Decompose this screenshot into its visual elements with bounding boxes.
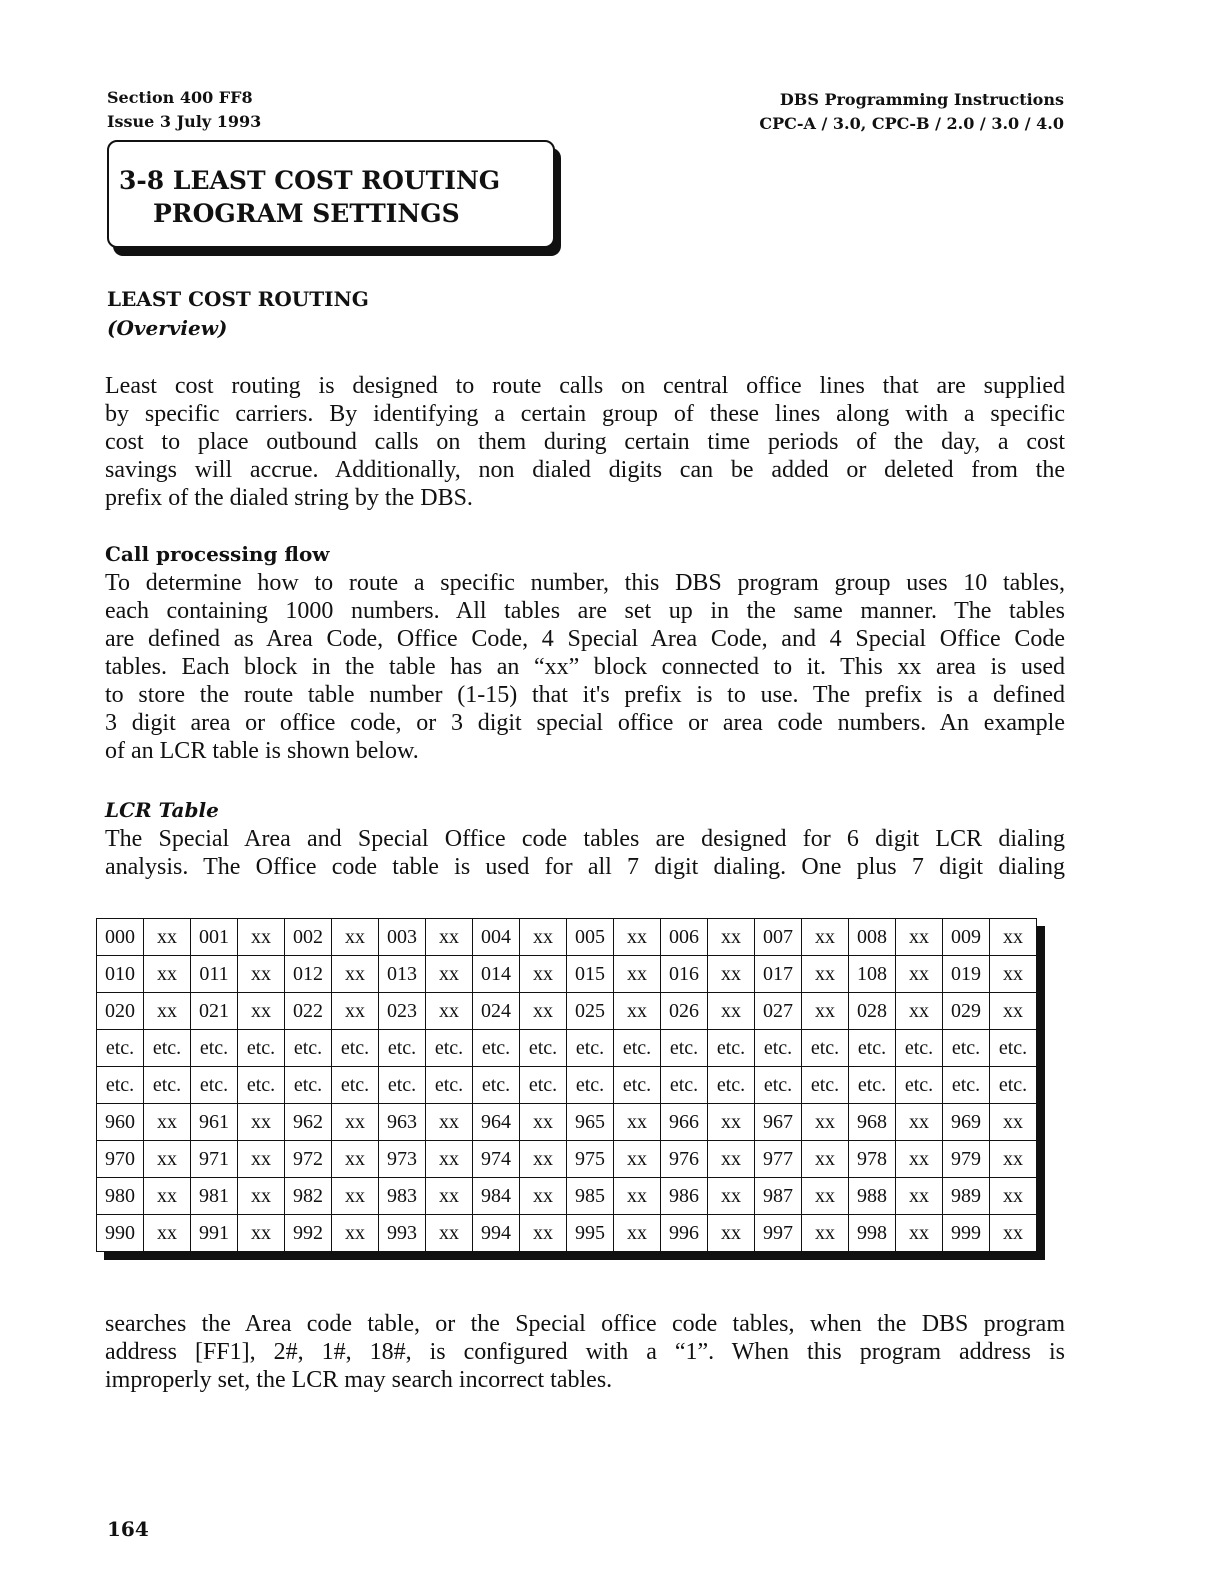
- table-cell: etc.: [802, 1067, 849, 1104]
- text-line: improperly set, the LCR may search incorrect tables.: [105, 1367, 613, 1393]
- section-header: [107, 86, 261, 134]
- table-cell: etc.: [379, 1067, 426, 1104]
- table-cell: 010: [97, 956, 144, 993]
- table-cell: xx: [238, 919, 285, 956]
- table-cell: xx: [426, 993, 473, 1030]
- section-subheading: (Overview): [107, 316, 228, 340]
- table-cell: etc.: [661, 1030, 708, 1067]
- table-cell: etc.: [755, 1030, 802, 1067]
- table-cell: 025: [567, 993, 614, 1030]
- table-cell: 975: [567, 1141, 614, 1178]
- table-cell: xx: [144, 919, 191, 956]
- table-cell: xx: [238, 956, 285, 993]
- table-cell: 994: [473, 1215, 520, 1252]
- table-cell: xx: [614, 1141, 661, 1178]
- text-line: 3 digit area or office code, or 3 digit special office or area code numbers. An example: [105, 710, 1065, 736]
- table-cell: xx: [614, 919, 661, 956]
- table-cell: xx: [520, 1141, 567, 1178]
- table-cell: 991: [191, 1215, 238, 1252]
- table-cell: etc.: [755, 1067, 802, 1104]
- table-cell: 988: [849, 1178, 896, 1215]
- table-cell: 019: [943, 956, 990, 993]
- table-cell: etc.: [379, 1030, 426, 1067]
- doc-title: DBS Programming Instructions: [779, 90, 1064, 109]
- doc-versions: CPC-A / 3.0, CPC-B / 2.0 / 3.0 / 4.0: [759, 114, 1064, 133]
- lcr-table: [96, 918, 1037, 1252]
- table-cell: xx: [614, 956, 661, 993]
- table-cell: xx: [332, 1141, 379, 1178]
- table-cell: xx: [708, 993, 755, 1030]
- doc-header: [759, 88, 1064, 136]
- after-table-paragraph: [105, 1310, 1065, 1394]
- table-cell: xx: [990, 1178, 1037, 1215]
- table-cell: 971: [191, 1141, 238, 1178]
- table-cell: etc.: [896, 1067, 943, 1104]
- table-cell: xx: [802, 1215, 849, 1252]
- table-cell: xx: [332, 956, 379, 993]
- issue-label: Issue 3 July 1993: [107, 112, 262, 131]
- table-cell: 982: [285, 1178, 332, 1215]
- table-cell: 965: [567, 1104, 614, 1141]
- table-cell: 981: [191, 1178, 238, 1215]
- table-cell: etc.: [332, 1030, 379, 1067]
- table-cell: 983: [379, 1178, 426, 1215]
- text-line: of an LCR table is shown below.: [105, 738, 419, 764]
- table-cell: 004: [473, 919, 520, 956]
- lcr-heading: LCR Table: [105, 798, 219, 822]
- table-cell: xx: [238, 1104, 285, 1141]
- table-cell: xx: [144, 1178, 191, 1215]
- table-cell: 029: [943, 993, 990, 1030]
- table-cell: etc.: [191, 1067, 238, 1104]
- page-number: 164: [107, 1517, 149, 1541]
- text-line: by specific carriers. By identifying a certain group of these lines along with a specific: [105, 401, 1065, 427]
- section-heading: LEAST COST ROUTING: [107, 287, 369, 311]
- table-row: [97, 1067, 1037, 1104]
- table-cell: 015: [567, 956, 614, 993]
- table-cell: etc.: [661, 1067, 708, 1104]
- table-cell: xx: [144, 1141, 191, 1178]
- table-cell: 980: [97, 1178, 144, 1215]
- table-cell: 999: [943, 1215, 990, 1252]
- text-line: prefix of the dialed string by the DBS.: [105, 485, 473, 511]
- table-cell: 979: [943, 1141, 990, 1178]
- table-cell: etc.: [567, 1067, 614, 1104]
- table-row: [97, 1030, 1037, 1067]
- table-cell: 027: [755, 993, 802, 1030]
- table-cell: xx: [614, 1215, 661, 1252]
- table-cell: xx: [708, 956, 755, 993]
- table-cell: xx: [238, 1178, 285, 1215]
- table-cell: xx: [896, 1215, 943, 1252]
- table-cell: xx: [802, 1104, 849, 1141]
- table-cell: xx: [520, 1178, 567, 1215]
- table-cell: 995: [567, 1215, 614, 1252]
- table-cell: xx: [332, 1178, 379, 1215]
- table-cell: etc.: [285, 1030, 332, 1067]
- table-cell: xx: [426, 956, 473, 993]
- table-cell: xx: [520, 919, 567, 956]
- overview-paragraph: [105, 372, 1065, 512]
- table-cell: xx: [802, 993, 849, 1030]
- table-cell: 966: [661, 1104, 708, 1141]
- table-cell: 022: [285, 993, 332, 1030]
- table-cell: 002: [285, 919, 332, 956]
- table-cell: etc.: [943, 1067, 990, 1104]
- table-cell: etc.: [97, 1067, 144, 1104]
- table-row: [97, 1104, 1037, 1141]
- table-cell: xx: [614, 993, 661, 1030]
- table-cell: etc.: [614, 1067, 661, 1104]
- table-cell: 961: [191, 1104, 238, 1141]
- table-cell: xx: [520, 993, 567, 1030]
- table-cell: 984: [473, 1178, 520, 1215]
- text-line: are defined as Area Code, Office Code, 4 Special Area Code, and 4 Special Office Code: [105, 626, 1065, 652]
- table-cell: 026: [661, 993, 708, 1030]
- table-cell: xx: [990, 956, 1037, 993]
- table-cell: 972: [285, 1141, 332, 1178]
- text-line: The Special Area and Special Office code tables are designed for 6 digit LCR dialing: [105, 826, 1065, 852]
- table-cell: xx: [802, 1141, 849, 1178]
- table-cell: etc.: [708, 1030, 755, 1067]
- table-cell: xx: [238, 1215, 285, 1252]
- table-cell: etc.: [520, 1067, 567, 1104]
- table-cell: xx: [990, 919, 1037, 956]
- chapter-title-line2: PROGRAM SETTINGS: [153, 199, 460, 228]
- table-cell: 020: [97, 993, 144, 1030]
- table-cell: 960: [97, 1104, 144, 1141]
- table-cell: xx: [426, 1104, 473, 1141]
- table-cell: xx: [896, 956, 943, 993]
- lcr-paragraph: [105, 825, 1065, 881]
- text-line: cost to place outbound calls on them during certain time periods of the day, a cost: [105, 429, 1065, 455]
- table-cell: etc.: [144, 1067, 191, 1104]
- table-cell: etc.: [97, 1030, 144, 1067]
- call-flow-heading: Call processing flow: [105, 542, 330, 566]
- table-cell: xx: [990, 1141, 1037, 1178]
- table-cell: 998: [849, 1215, 896, 1252]
- table-cell: 013: [379, 956, 426, 993]
- table-cell: etc.: [144, 1030, 191, 1067]
- table-cell: 969: [943, 1104, 990, 1141]
- table-cell: etc.: [896, 1030, 943, 1067]
- table-cell: 977: [755, 1141, 802, 1178]
- table-cell: etc.: [849, 1067, 896, 1104]
- table-cell: 986: [661, 1178, 708, 1215]
- table-cell: etc.: [849, 1030, 896, 1067]
- table-cell: 992: [285, 1215, 332, 1252]
- table-cell: xx: [708, 1178, 755, 1215]
- table-cell: xx: [708, 1215, 755, 1252]
- table-cell: 974: [473, 1141, 520, 1178]
- table-cell: 014: [473, 956, 520, 993]
- table-cell: 012: [285, 956, 332, 993]
- table-cell: xx: [990, 1215, 1037, 1252]
- table-cell: xx: [896, 919, 943, 956]
- table-cell: xx: [990, 1104, 1037, 1141]
- table-row: [97, 1215, 1037, 1252]
- table-cell: 962: [285, 1104, 332, 1141]
- table-row: [97, 1141, 1037, 1178]
- table-cell: xx: [426, 1215, 473, 1252]
- table-cell: etc.: [238, 1030, 285, 1067]
- table-cell: xx: [520, 1104, 567, 1141]
- table-cell: etc.: [426, 1030, 473, 1067]
- table-cell: 005: [567, 919, 614, 956]
- table-cell: xx: [332, 1104, 379, 1141]
- table-cell: xx: [896, 1141, 943, 1178]
- table-cell: 968: [849, 1104, 896, 1141]
- table-cell: 000: [97, 919, 144, 956]
- text-line: each containing 1000 numbers. All tables are set up in the same manner. The tables: [105, 598, 1065, 624]
- table-cell: xx: [426, 1141, 473, 1178]
- table-cell: 003: [379, 919, 426, 956]
- table-cell: 964: [473, 1104, 520, 1141]
- table-row: [97, 993, 1037, 1030]
- table-cell: etc.: [567, 1030, 614, 1067]
- table-cell: 967: [755, 1104, 802, 1141]
- table-cell: 963: [379, 1104, 426, 1141]
- table-cell: xx: [332, 919, 379, 956]
- table-cell: xx: [990, 993, 1037, 1030]
- call-flow-paragraph: [105, 569, 1065, 765]
- table-cell: 017: [755, 956, 802, 993]
- text-line: searches the Area code table, or the Special office code tables, when the DBS program: [105, 1311, 1065, 1337]
- table-cell: xx: [426, 1178, 473, 1215]
- table-cell: etc.: [802, 1030, 849, 1067]
- chapter-title-line1: 3-8 LEAST COST ROUTING: [119, 166, 501, 195]
- table-cell: etc.: [614, 1030, 661, 1067]
- table-cell: xx: [708, 1104, 755, 1141]
- table-cell: 989: [943, 1178, 990, 1215]
- table-cell: xx: [802, 919, 849, 956]
- table-cell: xx: [332, 993, 379, 1030]
- table-cell: xx: [144, 956, 191, 993]
- table-row: [97, 1178, 1037, 1215]
- text-line: To determine how to route a specific number, this DBS program group uses 10 tables,: [105, 570, 1065, 596]
- text-line: address [FF1], 2#, 1#, 18#, is configured with a “1”. When this program address is: [105, 1339, 1065, 1365]
- table-cell: xx: [896, 993, 943, 1030]
- table-cell: xx: [332, 1215, 379, 1252]
- table-cell: 021: [191, 993, 238, 1030]
- table-cell: etc.: [285, 1067, 332, 1104]
- chapter-title-box: [107, 140, 555, 248]
- table-cell: etc.: [990, 1067, 1037, 1104]
- text-line: tables. Each block in the table has an “xx” block connected to it. This xx area is used: [105, 654, 1065, 680]
- table-cell: xx: [426, 919, 473, 956]
- table-cell: 978: [849, 1141, 896, 1178]
- table-cell: 001: [191, 919, 238, 956]
- text-line: savings will accrue. Additionally, non dialed digits can be added or deleted from the: [105, 457, 1065, 483]
- table-cell: etc.: [708, 1067, 755, 1104]
- table-cell: xx: [802, 956, 849, 993]
- table-cell: 985: [567, 1178, 614, 1215]
- table-cell: xx: [238, 1141, 285, 1178]
- table-cell: 028: [849, 993, 896, 1030]
- table-cell: 024: [473, 993, 520, 1030]
- table-cell: 976: [661, 1141, 708, 1178]
- table-cell: xx: [520, 1215, 567, 1252]
- table-cell: etc.: [473, 1030, 520, 1067]
- table-cell: 990: [97, 1215, 144, 1252]
- table-cell: 008: [849, 919, 896, 956]
- table-cell: etc.: [426, 1067, 473, 1104]
- table-cell: 970: [97, 1141, 144, 1178]
- table-cell: 009: [943, 919, 990, 956]
- table-cell: etc.: [191, 1030, 238, 1067]
- table-cell: 993: [379, 1215, 426, 1252]
- table-cell: 996: [661, 1215, 708, 1252]
- table-cell: xx: [708, 919, 755, 956]
- table-cell: xx: [896, 1178, 943, 1215]
- text-line: to store the route table number (1-15) that it's prefix is to use. The prefix is a defined: [105, 682, 1065, 708]
- table-cell: 973: [379, 1141, 426, 1178]
- table-cell: etc.: [943, 1030, 990, 1067]
- section-label: Section 400 FF8: [107, 88, 253, 107]
- table-cell: etc.: [473, 1067, 520, 1104]
- table-cell: xx: [614, 1104, 661, 1141]
- table-cell: xx: [520, 956, 567, 993]
- table-cell: 011: [191, 956, 238, 993]
- table-cell: 006: [661, 919, 708, 956]
- table-cell: 987: [755, 1178, 802, 1215]
- table-cell: xx: [896, 1104, 943, 1141]
- table-cell: xx: [144, 1104, 191, 1141]
- table-cell: xx: [708, 1141, 755, 1178]
- table-cell: etc.: [990, 1030, 1037, 1067]
- table-cell: xx: [238, 993, 285, 1030]
- table-cell: 997: [755, 1215, 802, 1252]
- table-row: [97, 956, 1037, 993]
- table-cell: xx: [614, 1178, 661, 1215]
- table-cell: etc.: [238, 1067, 285, 1104]
- table-cell: 016: [661, 956, 708, 993]
- table-cell: xx: [802, 1178, 849, 1215]
- table-row: [97, 919, 1037, 956]
- table-cell: etc.: [520, 1030, 567, 1067]
- table-cell: 023: [379, 993, 426, 1030]
- table-cell: 007: [755, 919, 802, 956]
- table-cell: xx: [144, 993, 191, 1030]
- table-cell: 108: [849, 956, 896, 993]
- table-cell: etc.: [332, 1067, 379, 1104]
- text-line: analysis. The Office code table is used for all 7 digit dialing. One plus 7 digit dialing: [105, 854, 1065, 880]
- table-cell: xx: [144, 1215, 191, 1252]
- text-line: Least cost routing is designed to route calls on central office lines that are supplied: [105, 373, 1065, 399]
